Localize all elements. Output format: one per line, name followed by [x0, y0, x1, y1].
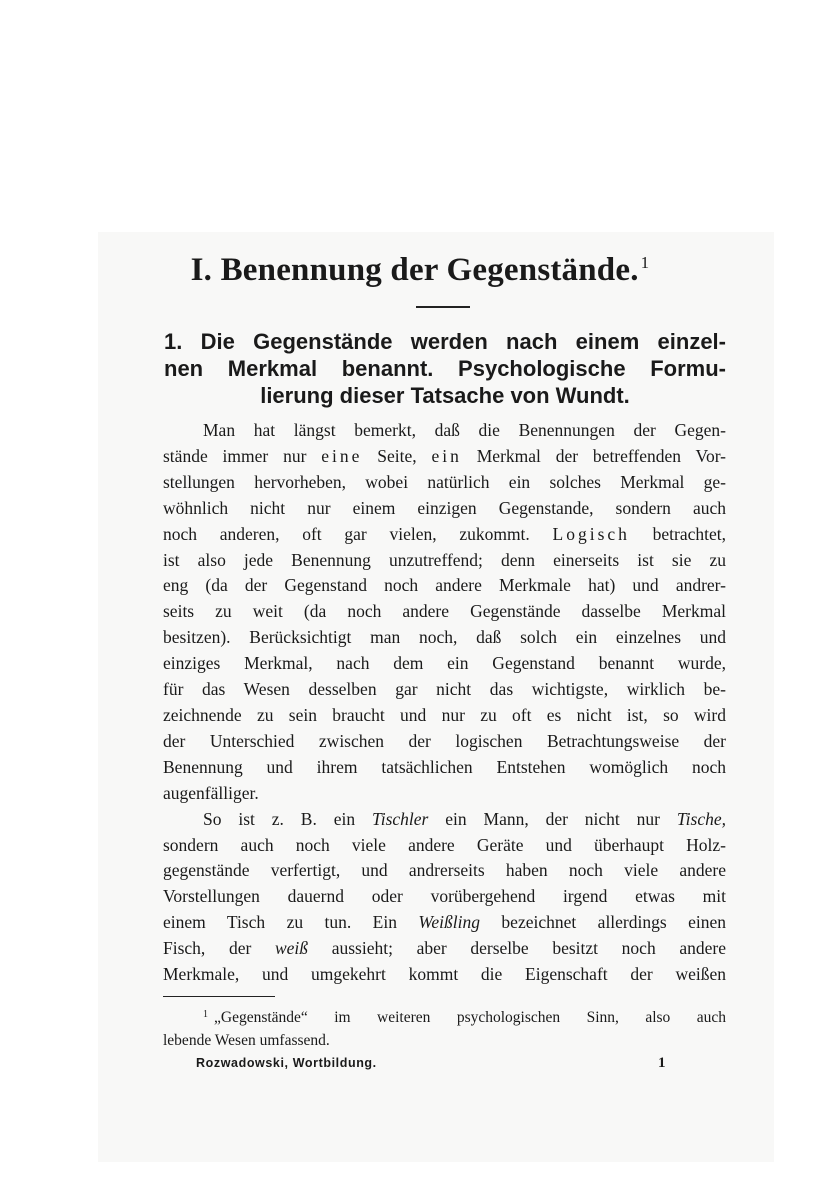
section-title-line: 1. Die Gegenstände werden nach einem einzel-: [164, 329, 726, 354]
text-line: besitzen). Berücksichtigt man noch, daß solch ein einzelnes und: [163, 627, 726, 648]
text-line: So ist z. B. ein Tischler ein Mann, der nicht nur Tische,: [203, 808, 726, 829]
text-line: der Unterschied zwischen der logischen Betrachtungsweise der: [163, 730, 726, 751]
text-line: wöhnlich nicht nur einem einzigen Gegenstande, sondern auch: [163, 497, 726, 518]
emphasis-italic: weiß: [274, 938, 309, 959]
text-line: eng (da der Gegenstand noch andere Merkmale hat) und andrer-: [163, 575, 726, 596]
text-line: Man hat längst bemerkt, daß die Benennungen der Gegen-: [203, 420, 726, 440]
body-text: [163, 418, 726, 988]
footnote-line: lebende Wesen umfassend.: [163, 1032, 330, 1049]
section-title-line: nen Merkmal benannt. Psychologische Formu-: [164, 356, 726, 381]
text-line: stände immer nur eine Seite, ein Merkmal der betreffenden Vor-: [163, 445, 726, 466]
emphasis-italic: Weißling: [418, 912, 480, 933]
section-title: [164, 328, 726, 409]
footnote: [163, 1003, 726, 1052]
text-line: einem Tisch zu tun. Ein Weißling bezeichnet allerdings einen: [163, 912, 727, 933]
text-line: augenfälliger.: [163, 782, 259, 803]
emphasis-spaced: Logisch: [552, 523, 630, 544]
text-line: Vorstellungen dauernd oder vorübergehend irgend etwas mit: [163, 886, 726, 907]
footnote-marker: 1: [203, 1009, 208, 1020]
text-line: zeichnende zu sein braucht und nur zu oft es nicht ist, so wird: [163, 704, 726, 725]
text-line: sondern auch noch viele andere Geräte und überhaupt Holz-: [163, 834, 726, 855]
text-line: noch anderen, oft gar vielen, zukommt. Logisch betrachtet,: [163, 523, 727, 544]
emphasis-spaced: ein: [431, 445, 462, 466]
text-line: einziges Merkmal, nach dem ein Gegenstand benannt wurde,: [163, 653, 726, 674]
text-line: Fisch, der weiß aussieht; aber derselbe besitzt noch andere: [163, 938, 726, 959]
emphasis-italic: Tische,: [676, 808, 726, 829]
text-line: stellungen hervorheben, wobei natürlich ein solches Merkmal ge-: [163, 471, 726, 492]
page-number: 1: [658, 1055, 666, 1071]
heading-rule: [416, 306, 470, 308]
footnote-rule: [163, 996, 275, 997]
text-line: ist also jede Benennung unzutreffend; denn einerseits ist sie zu: [163, 549, 726, 570]
text-line: Merkmale, und umgekehrt kommt die Eigenschaft der weißen: [163, 964, 726, 985]
footnote-reference: 1: [640, 253, 650, 272]
printer-signature: Rozwadowski, Wortbildung.: [196, 1056, 377, 1070]
chapter-title: I. Benennung der Gegenstände.: [190, 252, 639, 288]
text-line: seits zu weit (da noch andere Gegenstände dasselbe Merkmal: [163, 601, 726, 622]
emphasis-italic: Tischler: [371, 808, 429, 829]
chapter-heading: [0, 252, 840, 289]
text-line: für das Wesen desselben gar nicht das wichtigste, wirklich be-: [163, 679, 726, 700]
emphasis-spaced: eine: [321, 445, 363, 466]
text-line: Benennung und ihrem tatsächlichen Entstehen womöglich noch: [163, 756, 726, 777]
text-line: gegenstände verfertigt, und andrerseits haben noch viele andere: [163, 860, 726, 881]
footnote-line: $^1$ „Gegenstände“ im weiteren psychologischen Sinn, also auch: [203, 1009, 726, 1026]
section-title-line: lierung dieser Tatsache von Wundt.: [260, 383, 630, 408]
